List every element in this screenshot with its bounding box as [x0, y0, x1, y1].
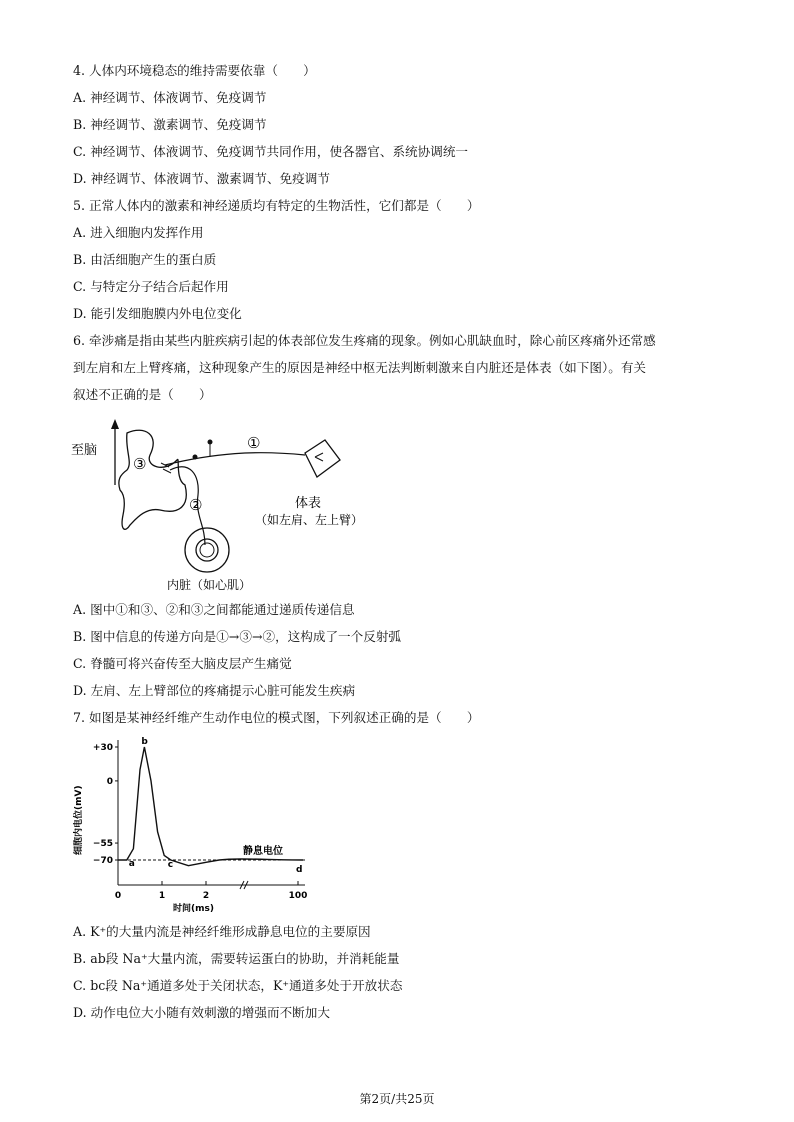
- q6-option-b: B. 图中信息的传递方向是①→③→②，这构成了一个反射弧: [73, 629, 402, 644]
- q4-option-b: B. 神经调节、激素调节、免疫调节: [73, 117, 267, 132]
- y-tick-label: −70: [92, 856, 113, 866]
- q7-option-c: C. bc段 Na⁺通道多处于关闭状态，K⁺通道多处于开放状态: [73, 978, 403, 993]
- label-3: ③: [133, 455, 147, 473]
- q6-stem-line1: 6. 牵涉痛是指由某些内脏疾病引起的体表部位发生疼痛的现象。例如心肌缺血时，除心前区疼痛外还常感: [73, 333, 656, 348]
- resting-potential-label: 静息电位: [243, 846, 283, 857]
- label-body-surface-sub: （如左肩、左上臂）: [255, 513, 364, 527]
- point-label-b: b: [141, 737, 148, 747]
- q6-stem-line2: 到左肩和左上臂疼痛，这种现象产生的原因是神经中枢无法判断刺激来自内脏还是体表（如下图）。有关: [73, 360, 647, 375]
- label-brain: 至脑: [71, 443, 98, 458]
- page-footer: 第2页/共25页: [359, 1092, 435, 1106]
- label-1: ①: [247, 434, 261, 452]
- q7-option-a: A. K⁺的大量内流是神经纤维形成静息电位的主要原因: [73, 924, 371, 939]
- q5-option-d: D. 能引发细胞膜内外电位变化: [73, 306, 242, 321]
- viscera-outer: [185, 528, 229, 572]
- label-body-surface: 体表: [295, 496, 322, 511]
- point-label-c: c: [167, 860, 174, 870]
- neuron-1-fiber: [165, 453, 305, 465]
- x-tick-label: 0: [114, 891, 122, 901]
- referred-pain-diagram: [65, 415, 365, 595]
- point-label-d: d: [296, 865, 303, 875]
- q6-option-d: D. 左肩、左上臂部位的疼痛提示心脏可能发生疾病: [73, 683, 356, 698]
- y-tick-label: −55: [92, 839, 113, 850]
- label-2: ②: [189, 496, 203, 514]
- q5-option-b: B. 由活细胞产生的蛋白质: [73, 252, 217, 267]
- x-tick-label: 1: [158, 891, 166, 901]
- q4-option-c: C. 神经调节、体液调节、免疫调节共同作用，使各器官、系统协调统一: [73, 144, 469, 159]
- neuron-2-soma: [193, 455, 198, 460]
- q6-option-a: A. 图中①和③、②和③之间都能通过递质传递信息: [73, 602, 355, 617]
- action-potential-chart: [65, 735, 325, 915]
- q7-option-d: D. 动作电位大小随有效刺激的增强而不断加大: [73, 1005, 330, 1020]
- point-label-a: a: [128, 859, 135, 869]
- q6-stem-line3: 叙述不正确的是（ ）: [73, 387, 212, 402]
- viscera-inner: [196, 539, 218, 561]
- q4-option-a: A. 神经调节、体液调节、免疫调节: [73, 90, 267, 105]
- q5-option-c: C. 与特定分子结合后起作用: [73, 279, 229, 294]
- q5-stem: 5. 正常人体内的激素和神经递质均有特定的生物活性，它们都是（ ）: [73, 198, 480, 213]
- q7-option-b: B. ab段 Na⁺大量内流，需要转运蛋白的协助，并消耗能量: [73, 951, 400, 966]
- x-axis-label: 时间(ms): [173, 904, 214, 914]
- y-axis-label: 细胞内电位(mV): [74, 785, 84, 855]
- y-tick-label: 0: [106, 776, 113, 787]
- q7-stem: 7. 如图是某神经纤维产生动作电位的模式图，下列叙述正确的是（ ）: [73, 710, 480, 725]
- arrow-up-icon: [111, 419, 119, 429]
- x-tick-label: 100: [288, 891, 308, 901]
- x-tick-label: 2: [202, 891, 210, 901]
- neuron-1-soma: [208, 440, 213, 445]
- q4-stem: 4. 人体内环境稳态的维持需要依靠（ ）: [73, 63, 316, 78]
- q4-option-d: D. 神经调节、体液调节、激素调节、免疫调节: [73, 171, 330, 186]
- q6-option-c: C. 脊髓可将兴奋传至大脑皮层产生痛觉: [73, 656, 292, 671]
- y-tick-label: +30: [92, 743, 113, 753]
- q5-option-a: A. 进入细胞内发挥作用: [73, 225, 204, 240]
- body-surface-receptor: [305, 440, 340, 477]
- label-viscera: 内脏（如心肌）: [167, 578, 252, 592]
- spinal-cord-outline: [119, 430, 186, 529]
